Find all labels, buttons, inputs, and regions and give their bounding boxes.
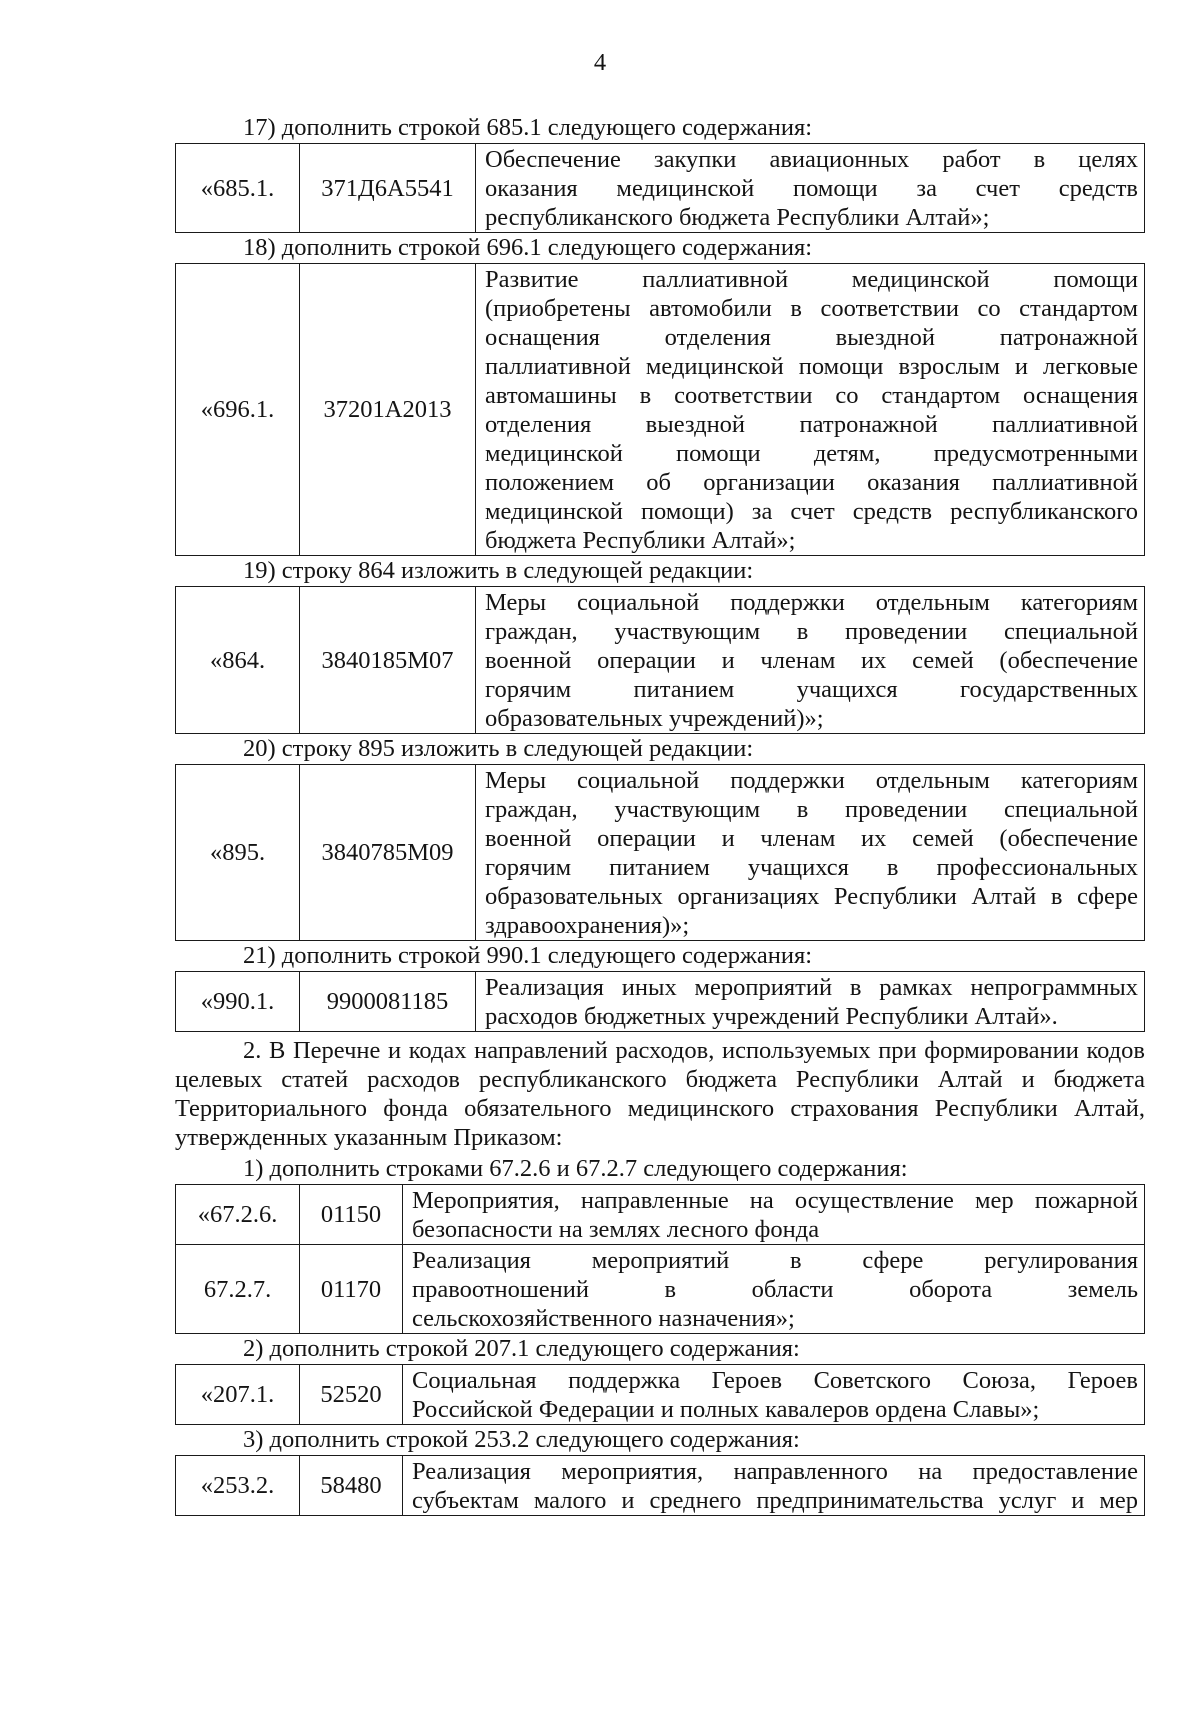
document-body — [175, 113, 1145, 1516]
table-990-1 — [175, 971, 1145, 1032]
row-code: 37201А2013 — [300, 264, 476, 556]
description-line: горячим питанием учащихся государственных — [485, 676, 1138, 703]
description-line: горячим питанием учащихся в профессиональных — [485, 854, 1138, 881]
instruction-2-3: 3) дополнить строкой 253.2 следующего содержания: — [243, 1426, 800, 1453]
description-line: медицинской помощи детям, предусмотренными — [485, 440, 1138, 467]
row-code: 01170 — [300, 1245, 403, 1334]
instruction-20: 20) строку 895 изложить в следующей редакции: — [243, 735, 754, 762]
page-number: 4 — [593, 49, 607, 76]
description-line: Мероприятия, направленные на осуществление мер пожарной — [412, 1187, 1138, 1214]
row-number: «696.1. — [176, 264, 300, 556]
row-code: 52520 — [300, 1365, 403, 1425]
description-line: Российской Федерации и полных кавалеров ордена Славы»; — [412, 1396, 1040, 1423]
row-number: «685.1. — [176, 144, 300, 233]
description-line: военной операции и членам их семей (обеспечение — [485, 647, 1138, 674]
description-line: Социальная поддержка Героев Советского Союза, Героев — [412, 1367, 1138, 1394]
instruction-18: 18) дополнить строкой 696.1 следующего содержания: — [243, 234, 813, 261]
row-description — [403, 1185, 1145, 1245]
description-line: Реализация мероприятий в сфере регулирования — [412, 1247, 1138, 1274]
description-line: медицинской помощи) за счет средств республиканского — [485, 498, 1138, 525]
row-code: 9900081185 — [300, 972, 476, 1032]
row-code: 371Д6А5541 — [300, 144, 476, 233]
description-line: Меры социальной поддержки отдельным категориям — [485, 767, 1138, 794]
row-number: «207.1. — [176, 1365, 300, 1425]
row-description — [476, 264, 1145, 556]
table-row — [176, 765, 1145, 941]
row-number: «864. — [176, 587, 300, 734]
table-895 — [175, 764, 1145, 941]
row-code: 58480 — [300, 1456, 403, 1516]
table-row — [176, 1456, 1145, 1516]
description-line: образовательных организациях Республики Алтай в сфере — [485, 883, 1138, 910]
row-code: 3840785М09 — [300, 765, 476, 941]
description-line: Развитие паллиативной медицинской помощи — [485, 266, 1138, 293]
instruction-2-2: 2) дополнить строкой 207.1 следующего содержания: — [243, 1335, 800, 1362]
table-row — [176, 972, 1145, 1032]
description-line: граждан, участвующим в проведении специальной — [485, 796, 1138, 823]
row-number: 67.2.7. — [176, 1245, 300, 1334]
table-864 — [175, 586, 1145, 734]
description-line: положением об организации оказания паллиативной — [485, 469, 1138, 496]
description-line: военной операции и членам их семей (обеспечение — [485, 825, 1138, 852]
description-line: бюджета Республики Алтай»; — [485, 527, 796, 554]
row-code: 01150 — [300, 1185, 403, 1245]
table-row — [176, 144, 1145, 233]
description-line: Обеспечение закупки авиационных работ в целях — [485, 146, 1138, 173]
table-207-1 — [175, 1364, 1145, 1425]
table-67-2 — [175, 1184, 1145, 1334]
row-number: «895. — [176, 765, 300, 941]
table-row — [176, 587, 1145, 734]
row-code: 3840185М07 — [300, 587, 476, 734]
description-line: здравоохранения)»; — [485, 912, 690, 939]
table-253-2 — [175, 1455, 1145, 1516]
instruction-2-1: 1) дополнить строками 67.2.6 и 67.2.7 следующего содержания: — [243, 1155, 908, 1182]
instruction-19: 19) строку 864 изложить в следующей редакции: — [243, 557, 754, 584]
description-line: (приобретены автомобили в соответствии со стандартом — [485, 295, 1138, 322]
row-description — [403, 1365, 1145, 1425]
row-number: «253.2. — [176, 1456, 300, 1516]
description-line: оказания медицинской помощи за счет средств — [485, 175, 1138, 202]
description-line: Реализация мероприятия, направленного на предоставление — [412, 1458, 1138, 1485]
description-line: отделения выездной патронажной паллиативной — [485, 411, 1138, 438]
description-line: автомашины в соответствии со стандартом оснащения — [485, 382, 1138, 409]
description-line: Меры социальной поддержки отдельным категориям — [485, 589, 1138, 616]
row-description — [403, 1456, 1145, 1516]
row-description — [476, 587, 1145, 734]
description-line: расходов бюджетных учреждений Республики Алтай». — [485, 1003, 1058, 1030]
table-row — [176, 264, 1145, 556]
table-row — [176, 1185, 1145, 1245]
description-line: безопасности на землях лесного фонда — [412, 1216, 820, 1243]
table-685-1 — [175, 143, 1145, 233]
description-line: сельскохозяйственного назначения»; — [412, 1305, 795, 1332]
row-description — [476, 972, 1145, 1032]
description-line: паллиативной медицинской помощи взрослым и легковые — [485, 353, 1138, 380]
section-2-paragraph: 2. В Перечне и кодах направлений расходов, используемых при формировании кодов целевых статей расходов республиканского бюджета Республики Алтай и бюджета Территориального фонда обязательного медицинского страхования Республики Алтай, утвержденных указанным Приказом: — [175, 1037, 1145, 1151]
description-line: оснащения отделения выездной патронажной — [485, 324, 1138, 351]
description-line: образовательных учреждений)»; — [485, 705, 824, 732]
description-line: граждан, участвующим в проведении специальной — [485, 618, 1138, 645]
description-line: Реализация иных мероприятий в рамках непрограммных — [485, 974, 1138, 1001]
instruction-21: 21) дополнить строкой 990.1 следующего содержания: — [243, 942, 813, 969]
row-number: «67.2.6. — [176, 1185, 300, 1245]
row-number: «990.1. — [176, 972, 300, 1032]
description-line: субъектам малого и среднего предпринимательства услуг и мер — [412, 1487, 1138, 1514]
table-row — [176, 1365, 1145, 1425]
table-row — [176, 1245, 1145, 1334]
table-696-1 — [175, 263, 1145, 556]
row-description — [476, 765, 1145, 941]
row-description — [403, 1245, 1145, 1334]
row-description — [476, 144, 1145, 233]
description-line: правоотношений в области оборота земель — [412, 1276, 1138, 1303]
instruction-17: 17) дополнить строкой 685.1 следующего содержания: — [243, 114, 813, 141]
description-line: республиканского бюджета Республики Алтай»; — [485, 204, 990, 231]
